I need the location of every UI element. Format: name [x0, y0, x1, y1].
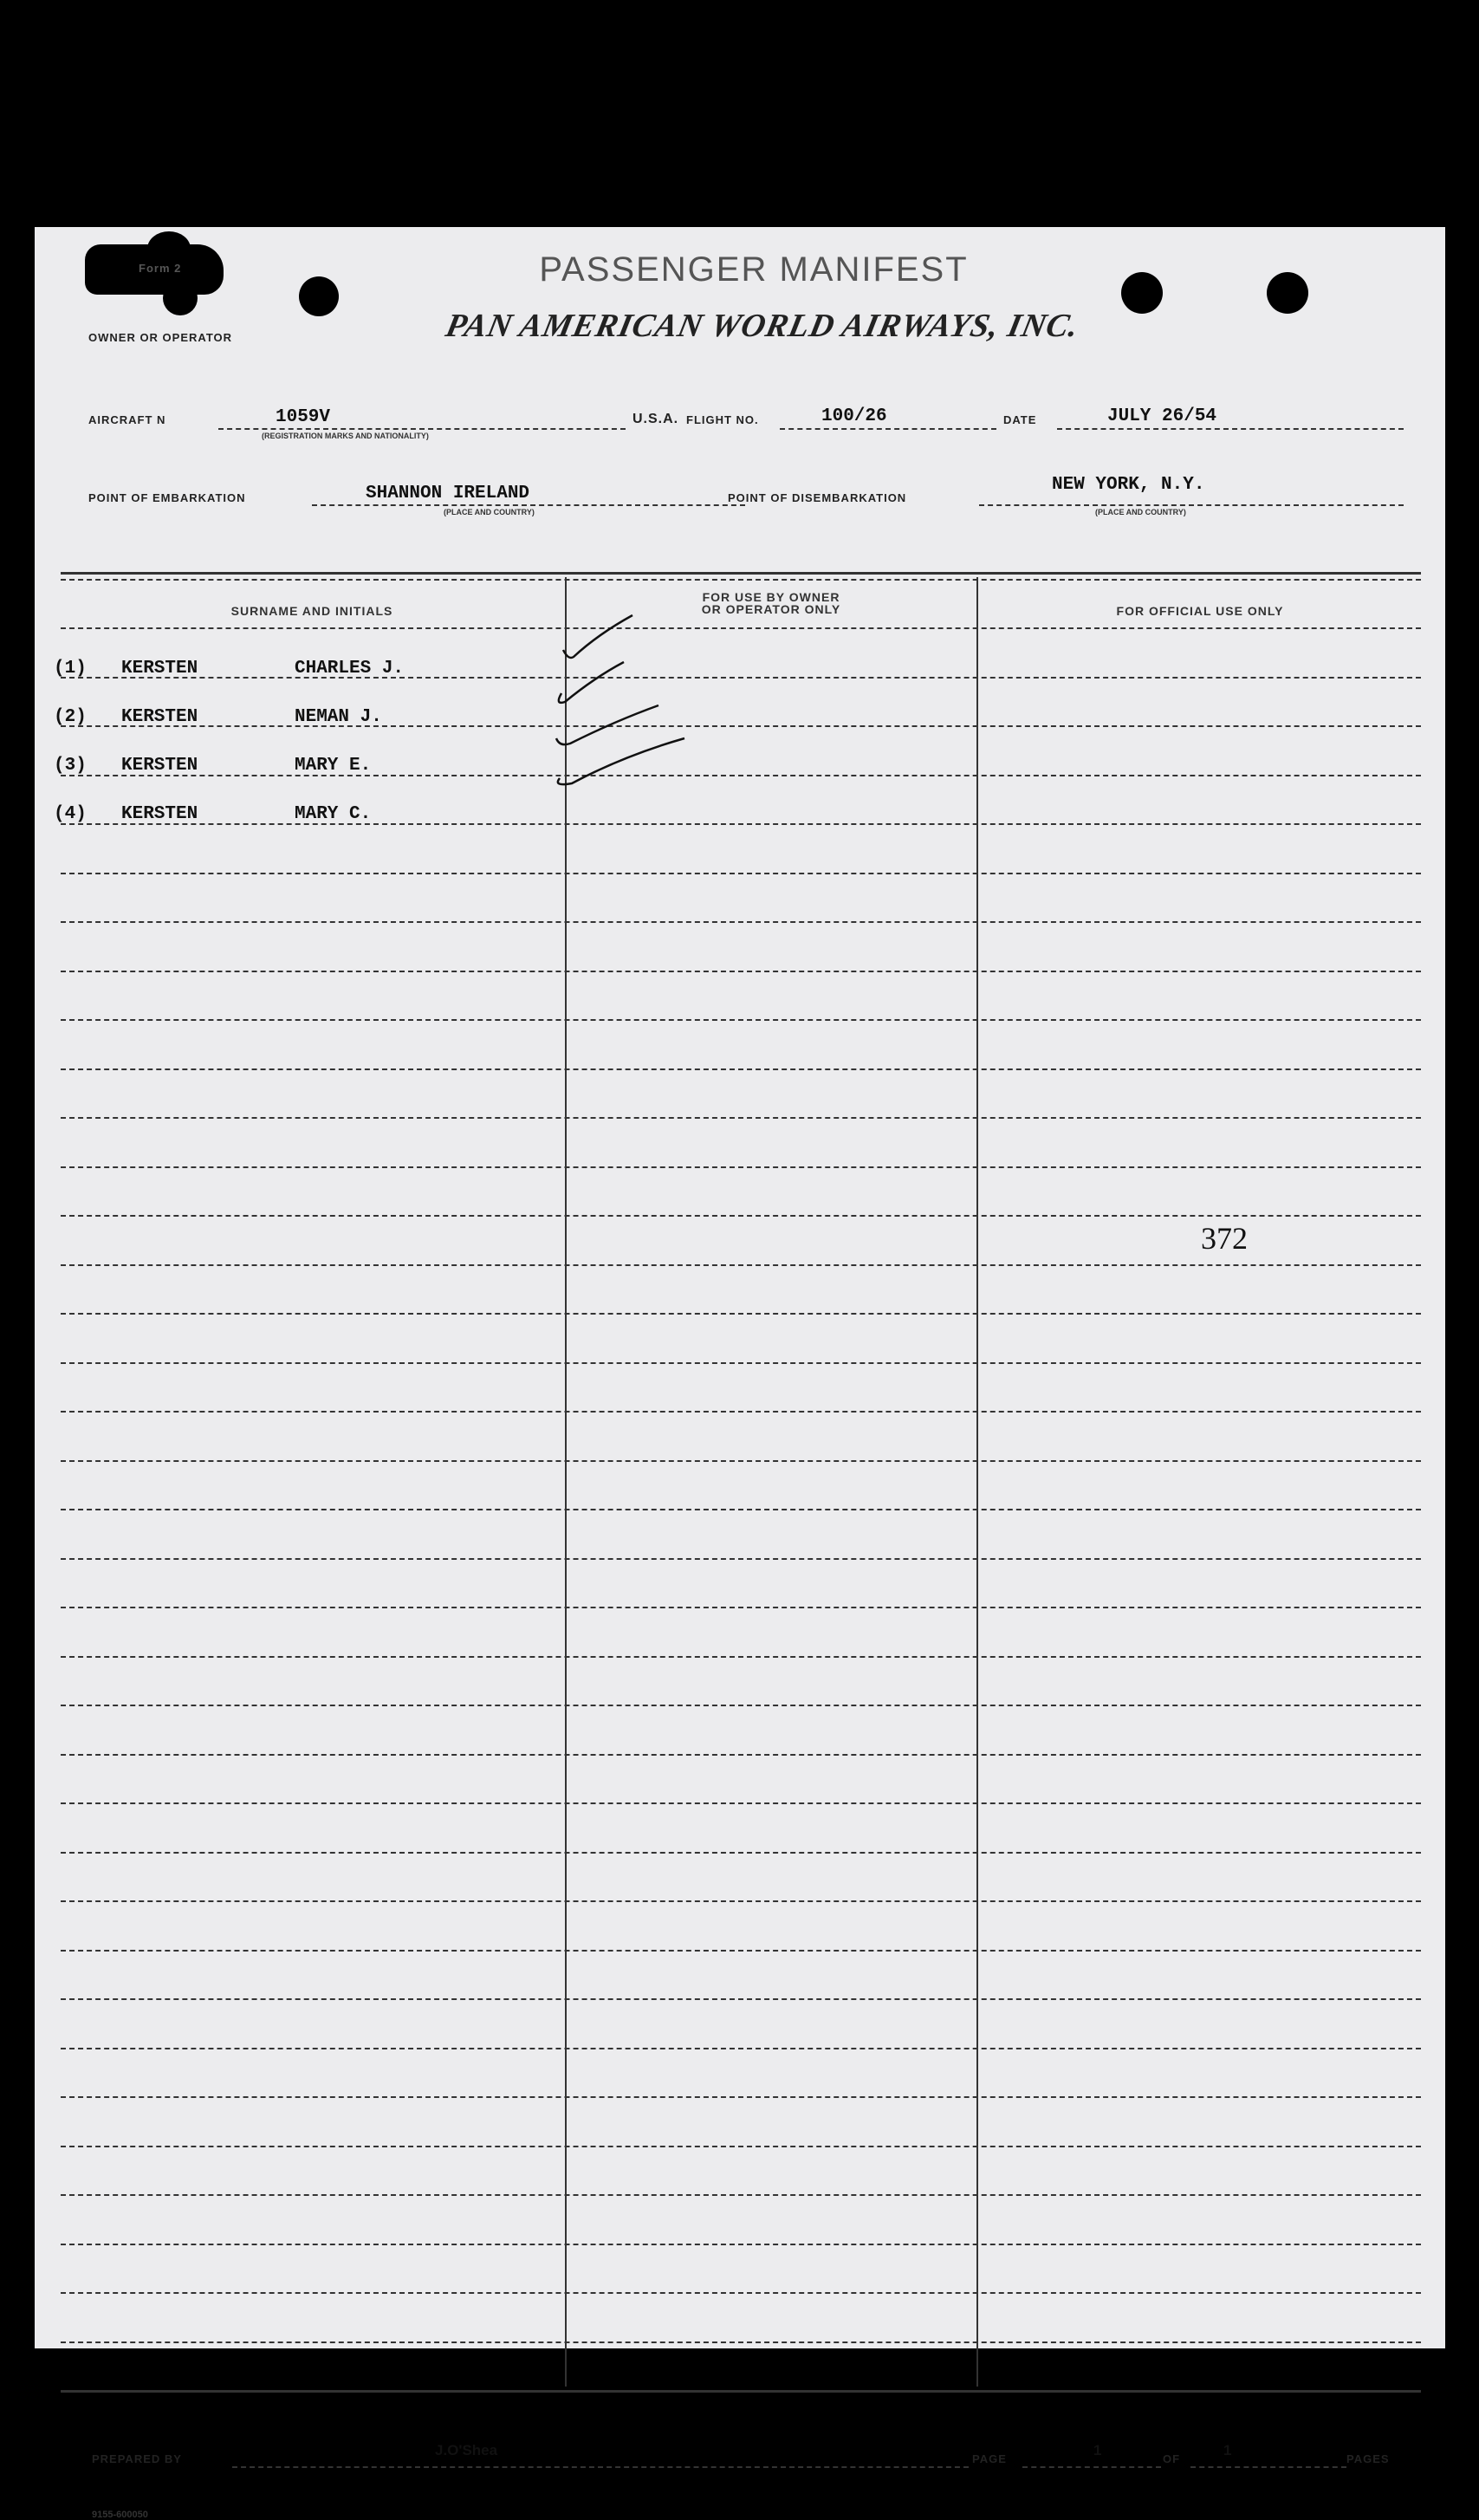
table-row-rule — [61, 1998, 1421, 2000]
aircraft-label: AIRCRAFT N — [88, 413, 166, 426]
page-value: 1 — [1093, 2442, 1102, 2458]
table-row-rule — [61, 1754, 1421, 1756]
aircraft-caption: (REGISTRATION MARKS AND NATIONALITY) — [262, 432, 429, 440]
table-top-rule-2 — [61, 579, 1421, 581]
initials: MARY C. — [295, 804, 372, 824]
ink-spot — [163, 281, 198, 315]
column-header-operator-line1: FOR USE BY OWNER — [702, 590, 840, 604]
table-row-rule — [61, 2096, 1421, 2098]
flight-no-fill-line — [780, 428, 996, 430]
initials: NEMAN J. — [295, 707, 382, 727]
table-row-rule — [61, 1656, 1421, 1658]
disembarkation-fill-line — [979, 504, 1404, 506]
disembarkation-caption: (PLACE AND COUNTRY) — [1095, 508, 1186, 516]
date-fill-line — [1057, 428, 1404, 430]
form-code: 9155-600050 — [92, 2510, 148, 2520]
stamp-number: 372 — [1201, 1221, 1248, 1256]
surname: KERSTEN — [121, 756, 198, 776]
table-row-rule — [61, 2292, 1421, 2294]
page-label: PAGE — [972, 2452, 1007, 2465]
table-row-rule — [61, 2048, 1421, 2049]
surname: KERSTEN — [121, 804, 198, 824]
prepared-by-value: J.O'Shea — [435, 2442, 498, 2458]
column-header-official: FOR OFFICIAL USE ONLY — [1116, 604, 1284, 618]
table-row-rule — [61, 971, 1421, 972]
table-row-rule — [61, 1607, 1421, 1608]
aircraft-fill-line — [218, 428, 626, 430]
table-top-rule — [61, 572, 1421, 575]
table-row-rule — [61, 1460, 1421, 1462]
punch-hole — [1267, 272, 1308, 314]
table-row-rule — [61, 1411, 1421, 1413]
aircraft-value: 1059V — [276, 407, 331, 427]
embarkation-value: SHANNON IRELAND — [366, 484, 530, 503]
punch-hole — [1121, 272, 1163, 314]
page-fill-line — [1022, 2466, 1161, 2468]
operator-name: PAN AMERICAN WORLD AIRWAYS, INC. — [442, 308, 1083, 344]
of-fill-line — [1190, 2466, 1346, 2468]
table-bottom-rule — [61, 2390, 1421, 2393]
table-row-rule — [61, 1019, 1421, 1021]
owner-label: OWNER OR OPERATOR — [88, 331, 233, 344]
surname: KERSTEN — [121, 659, 198, 679]
table-row-rule — [61, 1264, 1421, 1266]
column-header-surname: SURNAME AND INITIALS — [230, 604, 393, 618]
table-row-rule — [61, 1900, 1421, 1902]
row-number: (2) — [54, 707, 87, 727]
flight-no-label: FLIGHT NO. — [686, 413, 759, 426]
embarkation-label: POINT OF EMBARKATION — [88, 491, 246, 504]
table-row-rule — [61, 873, 1421, 874]
passenger-row-1 — [54, 659, 556, 679]
initials: CHARLES J. — [295, 659, 405, 679]
table-row-rule — [61, 1558, 1421, 1560]
column-divider-2 — [976, 577, 978, 2387]
check-marks-icon — [537, 608, 745, 790]
column-header-operator-line2: OR OPERATOR ONLY — [701, 602, 841, 616]
prepared-label: PREPARED BY — [92, 2452, 182, 2465]
table-row-rule — [61, 1802, 1421, 1804]
form-number: Form 2 — [139, 262, 182, 275]
ink-spot — [147, 231, 191, 266]
pages-label: PAGES — [1346, 2452, 1390, 2465]
passenger-row-4 — [54, 804, 556, 824]
table-row-rule — [61, 1215, 1421, 1217]
column-divider-1 — [565, 577, 567, 2387]
embarkation-caption: (PLACE AND COUNTRY) — [444, 508, 535, 516]
table-row-rule — [61, 1852, 1421, 1854]
page-title: PASSENGER MANIFEST — [539, 250, 969, 289]
row-number: (4) — [54, 804, 87, 824]
table-row-rule — [61, 2146, 1421, 2147]
table-row-rule — [61, 2341, 1421, 2343]
table-row-rule — [61, 1068, 1421, 1070]
table-row-rule — [61, 1313, 1421, 1315]
punch-hole — [299, 276, 339, 316]
surname: KERSTEN — [121, 707, 198, 727]
table-row-rule — [61, 921, 1421, 923]
row-number: (3) — [54, 756, 87, 776]
passenger-row-2 — [54, 707, 556, 727]
table-row-rule — [61, 2194, 1421, 2196]
manifest-sheet — [35, 227, 1445, 2520]
disembarkation-value: NEW YORK, N.Y. — [1052, 475, 1205, 495]
table-row-rule — [61, 2244, 1421, 2245]
of-value: 1 — [1223, 2442, 1232, 2458]
initials: MARY E. — [295, 756, 372, 776]
embarkation-fill-line — [312, 504, 745, 506]
country-label: U.S.A. — [632, 412, 679, 426]
of-label: OF — [1163, 2452, 1181, 2465]
prepared-fill-line — [232, 2466, 969, 2468]
date-label: DATE — [1003, 413, 1037, 426]
table-row-rule — [61, 1950, 1421, 1952]
passenger-row-3 — [54, 756, 556, 776]
table-row-rule — [61, 1117, 1421, 1119]
row-number: (1) — [54, 659, 87, 679]
table-row-rule — [61, 1362, 1421, 1364]
table-row-rule — [61, 1509, 1421, 1510]
disembarkation-label: POINT OF DISEMBARKATION — [728, 491, 907, 504]
date-value: JULY 26/54 — [1107, 406, 1217, 426]
flight-no-value: 100/26 — [821, 406, 887, 426]
table-row-rule — [61, 1705, 1421, 1706]
table-row-rule — [61, 1166, 1421, 1168]
